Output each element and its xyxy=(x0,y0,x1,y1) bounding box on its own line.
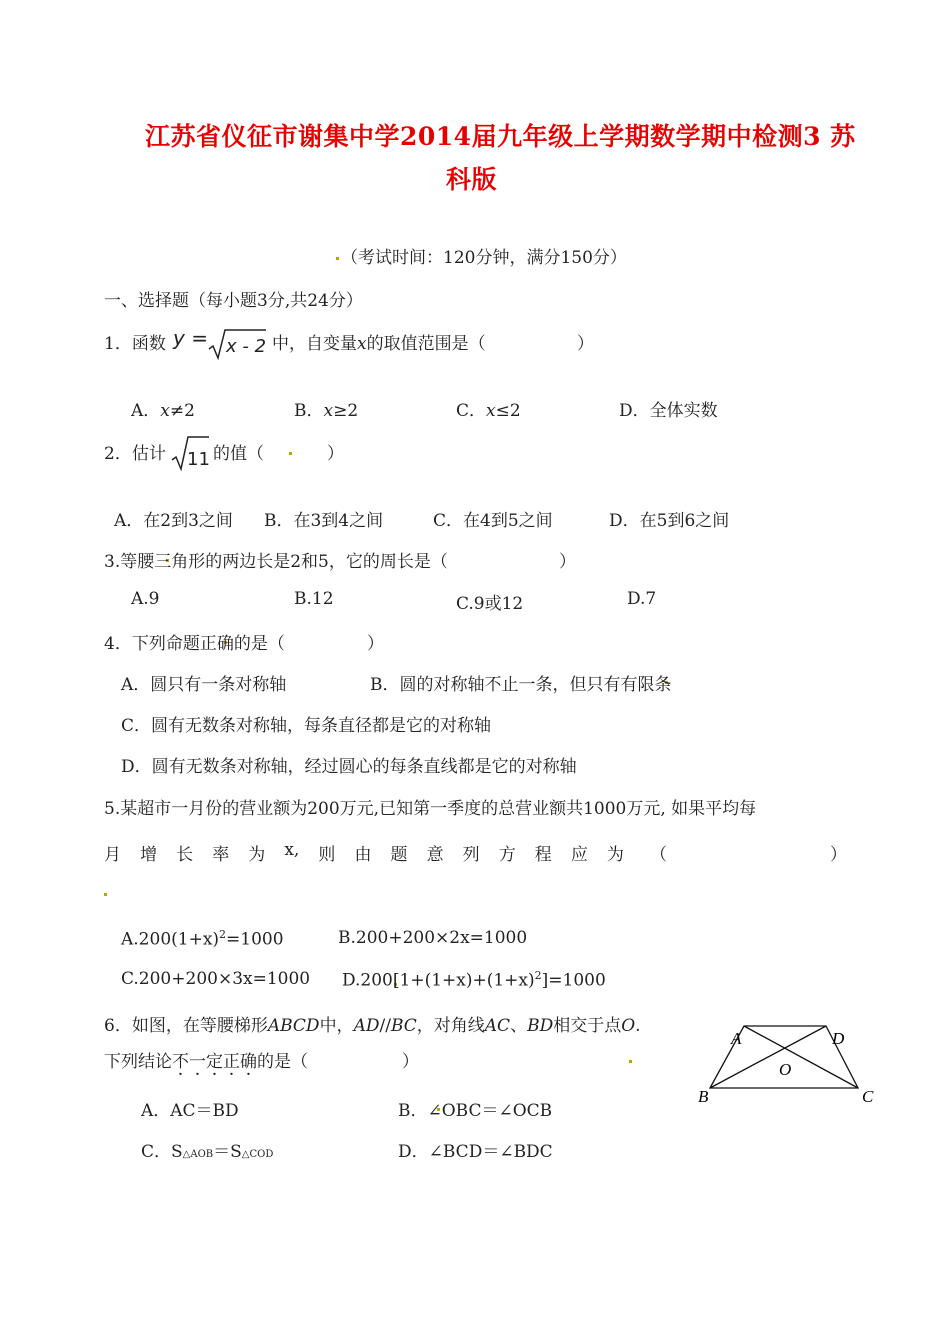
option-text: A.200(1+x) xyxy=(121,929,220,950)
stem-text: 6．如图，在等腰梯形 xyxy=(104,1016,268,1036)
q1-option-c xyxy=(456,396,521,421)
question-1-stem xyxy=(104,329,166,354)
emphasis-char: 不 xyxy=(172,1052,189,1072)
radicand-text: x - 2 xyxy=(226,336,267,357)
stem-char: 题 xyxy=(390,845,408,865)
stem-char: 方 xyxy=(498,845,516,865)
subscript: △AOB xyxy=(182,1149,214,1160)
question-5-close: ） xyxy=(830,845,847,865)
formula-y: y xyxy=(173,326,185,350)
q4-option-d: D．圆有无数条对称轴，经过圆心的每条直线都是它的对称轴 xyxy=(121,757,577,777)
var-o: O xyxy=(621,1016,636,1036)
option-text: D.200[1+(1+x)+(1+x) xyxy=(342,970,535,991)
stem-char: 由 xyxy=(354,845,372,865)
page-title: 江苏省仪征市谢集中学2014届九年级上学期数学期中检测3 苏 xyxy=(145,122,856,151)
q4-option-c: C．圆有无数条对称轴，每条直径都是它的对称轴 xyxy=(121,716,492,736)
stem-char: 月 xyxy=(104,845,121,865)
q5-option-d xyxy=(342,969,606,991)
variable-x: x xyxy=(357,334,367,354)
stem-text: ，对角线 xyxy=(416,1016,485,1036)
question-5-open: （ xyxy=(650,845,667,865)
question-3-close: ） xyxy=(559,552,576,572)
stem-text: 的取值范围是（ xyxy=(366,334,486,354)
question-2-stem-rest: 的值（ xyxy=(213,444,264,464)
trapezoid-figure xyxy=(694,1014,894,1114)
q4-option-a: A．圆只有一条对称轴 xyxy=(121,675,287,695)
question-2-radicand: 11 xyxy=(187,449,210,470)
q4-option-b: B．圆的对称轴不止一条，但只有有限条 xyxy=(370,675,672,695)
question-1-close: ） xyxy=(577,334,594,354)
variable-x: x xyxy=(323,401,334,421)
q5-option-b: B.200+200×2x=1000 xyxy=(338,928,528,948)
variable-x: x xyxy=(160,401,170,421)
q5-option-a xyxy=(121,928,284,950)
stem-char: 增 xyxy=(140,845,158,865)
stem-char: x, xyxy=(284,840,300,860)
var-bc: BC xyxy=(390,1016,417,1036)
question-1-radicand xyxy=(226,336,266,357)
option-text: ]=1000 xyxy=(541,970,606,991)
vertex-label-d: D xyxy=(832,1029,845,1048)
q3-option-c: C.9或12 xyxy=(456,594,524,614)
stem-char: 为 xyxy=(248,845,266,865)
vertex-label-c: C xyxy=(862,1087,874,1106)
stem-text: 中，自变量 xyxy=(272,334,357,354)
option-label: B． xyxy=(294,401,324,421)
q6-option-c xyxy=(141,1137,273,1162)
option-text: ≥2 xyxy=(333,401,359,421)
marker-dot xyxy=(336,257,339,260)
question-5-line-1: 5.某超市一月份的营业额为200万元,已知第一季度的总营业额共1000万元, 如果平均每 xyxy=(104,799,757,819)
page-title-continued: 科版 xyxy=(446,165,498,194)
q1-option-a xyxy=(131,396,195,421)
section-heading: 一、选择题（每小题3分,共24分） xyxy=(104,291,363,311)
question-2-prefix: 2．估计 xyxy=(104,444,166,464)
stem-char: 应 xyxy=(570,845,588,865)
q2-option-d: D．在5到6之间 xyxy=(609,511,730,531)
marker-dot xyxy=(104,893,107,896)
formula-equals: = xyxy=(191,326,208,350)
stem-text: 中， xyxy=(319,1016,354,1036)
q3-option-b: B.12 xyxy=(294,589,334,609)
option-text: ＝S xyxy=(213,1142,242,1162)
q3-option-a: A.9 xyxy=(131,589,160,609)
q6-option-d: D．∠BCD＝∠BDC xyxy=(398,1142,553,1162)
q2-option-a: A．在2到3之间 xyxy=(114,511,233,531)
question-2-close: ） xyxy=(327,444,344,464)
variable-x: x xyxy=(486,401,496,421)
question-6-line-1 xyxy=(104,1011,641,1036)
q1-option-b xyxy=(294,396,358,421)
q1-option-d: D．全体实数 xyxy=(619,401,718,421)
superscript: 2 xyxy=(219,928,227,941)
question-4-close: ） xyxy=(367,634,384,654)
var-bd: BD xyxy=(527,1016,554,1036)
marker-dot xyxy=(289,452,292,455)
option-text: ≤2 xyxy=(495,401,521,421)
question-1-formula xyxy=(173,326,208,350)
subscript: △COD xyxy=(241,1149,274,1160)
superscript: 2 xyxy=(534,969,542,982)
q2-option-c: C．在4到5之间 xyxy=(433,511,553,531)
option-label: C． xyxy=(456,401,487,421)
stem-text: 、 xyxy=(510,1016,528,1036)
stem-char: 意 xyxy=(426,845,444,865)
stem-text: 的是（ xyxy=(257,1052,308,1072)
emphasis-char: 确 xyxy=(240,1052,257,1072)
question-1-prefix: 1．函数 xyxy=(104,334,166,354)
question-1-stem-rest xyxy=(272,329,486,354)
option-text: =1000 xyxy=(226,929,284,950)
parallel-sign: // xyxy=(379,1016,391,1036)
stem-char: 列 xyxy=(462,845,480,865)
stem-char: 程 xyxy=(534,845,552,865)
var-ac: AC xyxy=(484,1016,511,1036)
marker-dot xyxy=(629,1060,632,1063)
question-3-stem: 3.等腰三角形的两边长是2和5，它的周长是（ xyxy=(104,552,448,572)
point-label-o: O xyxy=(779,1060,792,1079)
vertex-label-a: A xyxy=(731,1029,742,1048)
option-label: A． xyxy=(131,401,161,421)
vertex-label-b: B xyxy=(698,1087,709,1106)
emphasis-char: 正 xyxy=(223,1052,240,1072)
stem-char: 则 xyxy=(318,845,336,865)
stem-text: 相交于点 xyxy=(553,1016,622,1036)
q6-option-a: A．AC＝BD xyxy=(141,1101,239,1121)
question-5-line-2 xyxy=(104,840,624,865)
stem-char: 为 xyxy=(606,845,624,865)
question-4-stem: 4．下列命题正确的是（ xyxy=(104,634,285,654)
q6-option-b: B．∠OBC＝∠OCB xyxy=(398,1101,553,1121)
exam-info: （考试时间：120分钟，满分150分） xyxy=(341,248,627,268)
q5-option-c: C.200+200×3x=1000 xyxy=(121,969,311,989)
emphasis-char: 一 xyxy=(189,1052,206,1072)
stem-text: 下列结论 xyxy=(104,1052,172,1072)
var-ad: AD xyxy=(353,1016,380,1036)
option-text: C．S xyxy=(141,1142,183,1162)
stem-char: 率 xyxy=(212,845,230,865)
q3-option-d: D.7 xyxy=(627,589,657,609)
stem-text: . xyxy=(635,1016,641,1036)
option-text: ≠2 xyxy=(169,401,195,421)
var-abcd: ABCD xyxy=(267,1016,320,1036)
emphasis-char: 定 xyxy=(206,1052,223,1072)
q2-option-b: B．在3到4之间 xyxy=(264,511,384,531)
question-6-close: ） xyxy=(402,1052,419,1072)
stem-char: 长 xyxy=(176,845,194,865)
question-6-line-2 xyxy=(104,1047,308,1072)
